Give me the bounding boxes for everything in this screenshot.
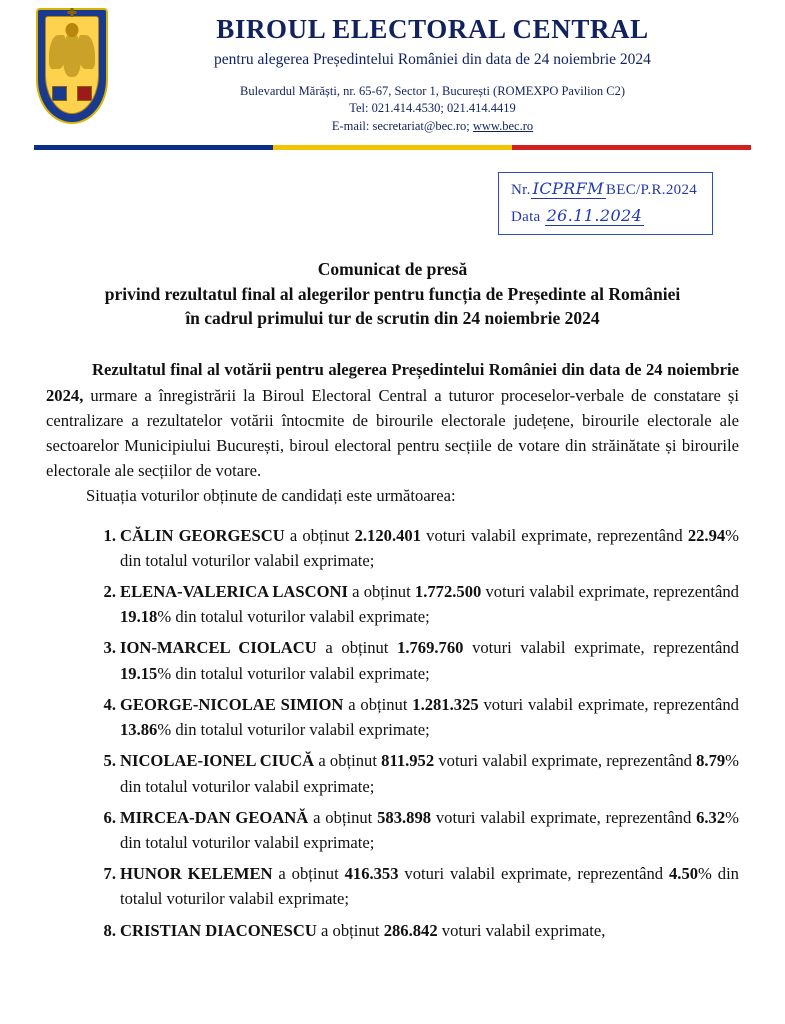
list-item: [92, 692, 739, 742]
organization-address: [110, 83, 755, 135]
candidate-name: NICOLAE-IONEL CIUCĂ: [120, 751, 315, 771]
obtained-text: a obținut: [316, 920, 384, 940]
website-link[interactable]: www.bec.ro: [472, 118, 534, 133]
registration-stamp: [498, 172, 713, 235]
candidate-percent: 4.50: [669, 864, 699, 884]
candidate-votes: 2.120.401: [354, 525, 421, 545]
title-line-3: în cadrul primului tur de scrutin din 24 noiembrie 2024: [185, 308, 600, 329]
candidate-name: HUNOR KELEMEN: [120, 864, 273, 884]
obtained-text: a obținut: [308, 807, 378, 827]
tricolor-red: [512, 145, 751, 150]
stamp-date-handwritten: 26.11.2024: [546, 205, 643, 225]
votes-suffix-truncated: voturi valabil exprimate,: [437, 920, 606, 940]
obtained-text: a obținut: [272, 864, 345, 884]
obtained-text: a obținut: [284, 525, 355, 545]
obtained-text: a obținut: [314, 751, 382, 771]
percent-suffix: % din totalul voturilor valabil exprimate;: [157, 663, 430, 683]
obtained-text: a obținut: [343, 694, 413, 714]
candidate-percent: 13.86: [120, 720, 158, 740]
organization-title: BIROUL ELECTORAL CENTRAL: [216, 14, 649, 44]
email-text: E-mail: secretariat@bec.ro;: [331, 118, 473, 133]
phone-line: Tel: 021.414.4530; 021.414.4419: [349, 101, 516, 116]
candidate-percent: 22.94: [687, 525, 726, 545]
percent-suffix: % din totalul voturilor valabil exprimate;: [157, 607, 430, 627]
percent-suffix: % din totalul voturilor valabil exprimate;: [120, 751, 739, 796]
intro-paragraph: [46, 357, 739, 483]
email-line: [110, 118, 755, 135]
address-line: Bulevardul Mărăști, nr. 65-67, Sector 1, București (ROMEXPO Pavilion C2): [239, 84, 626, 98]
romanian-coat-of-arms-icon: [36, 8, 108, 124]
candidate-votes: 416.353: [344, 864, 399, 884]
percent-suffix: % din totalul voturilor valabil exprimate;: [120, 525, 739, 570]
candidate-percent: 19.15: [120, 663, 158, 683]
candidate-percent: 6.32: [696, 807, 726, 827]
list-item: [92, 805, 739, 855]
candidate-name: CRISTIAN DIACONESCU: [120, 920, 317, 940]
list-item: [92, 635, 739, 685]
candidate-rank: 5.: [103, 751, 116, 771]
votes-suffix: voturi valabil exprimate, reprezentând: [431, 807, 697, 827]
stamp-nr-handwritten: ICPRFM: [532, 178, 604, 198]
tricolor-yellow: [273, 145, 512, 150]
tricolor-blue: [34, 145, 273, 150]
votes-suffix: voturi valabil exprimate, reprezentând: [434, 751, 697, 771]
stamp-nr-suffix: BEC/P.R.2024: [605, 181, 698, 198]
obtained-text: a obținut: [347, 582, 415, 602]
candidate-percent: 19.18: [120, 607, 158, 627]
candidate-rank: 1.: [103, 525, 116, 545]
list-item: [92, 523, 739, 573]
candidate-votes: 811.952: [381, 751, 435, 771]
votes-suffix: voturi valabil exprimate, reprezentând: [398, 864, 669, 884]
candidate-rank: 3.: [103, 638, 116, 658]
list-item: [92, 748, 739, 798]
percent-suffix: % din totalul voturilor valabil exprimate;: [157, 720, 430, 740]
stamp-date-label: Data: [511, 208, 541, 225]
stamp-nr-label: Nr.: [511, 181, 531, 198]
candidate-rank: 4.: [103, 694, 116, 714]
list-item: [92, 579, 739, 629]
candidate-votes: 286.842: [383, 920, 438, 940]
document-title: [52, 257, 733, 332]
candidate-name: ION-MARCEL CIOLACU: [120, 638, 317, 658]
title-line-2: privind rezultatul final al alegerilor pentru funcția de Președinte al României: [104, 283, 681, 304]
list-item: [92, 918, 739, 943]
situation-line: Situația voturilor obținute de candidați este următoarea:: [86, 486, 456, 506]
votes-suffix: voturi valabil exprimate, reprezentând: [463, 638, 739, 658]
stamp-number-line: [511, 179, 702, 199]
candidate-rank: 8.: [103, 920, 116, 940]
percent-suffix: % din totalul voturilor valabil exprimate;: [120, 807, 739, 852]
registration-stamp-area: [0, 172, 785, 235]
candidate-votes: 1.281.325: [412, 694, 479, 714]
obtained-text: a obținut: [316, 638, 398, 658]
candidate-name: GEORGE-NICOLAE SIMION: [120, 694, 344, 714]
crest-container: [36, 8, 110, 124]
intro-bold-lead: Rezultatul final al votării pentru alegerea Președintelui României din data de 24 noiembrie 2024,: [46, 360, 739, 405]
header-text-block: [110, 6, 755, 135]
candidate-name: MIRCEA-DAN GEOANĂ: [120, 807, 309, 827]
candidate-name: CĂLIN GEORGESCU: [120, 525, 285, 545]
candidate-votes: 583.898: [377, 807, 432, 827]
candidate-votes: 1.772.500: [414, 582, 482, 602]
document-body: [46, 357, 739, 943]
candidate-results-list: [46, 523, 739, 943]
percent-suffix: % din totalul voturilor valabil exprimate;: [120, 864, 739, 909]
candidate-votes: 1.769.760: [397, 638, 464, 658]
candidate-rank: 7.: [103, 864, 116, 884]
votes-suffix: voturi valabil exprimate, reprezentând: [481, 582, 739, 602]
tricolor-divider: [34, 145, 751, 150]
votes-suffix: voturi valabil exprimate, reprezentând: [420, 525, 688, 545]
document-header: [0, 0, 785, 135]
organization-subtitle: pentru alegerea Președintelui României din data de 24 noiembrie 2024: [214, 51, 651, 68]
candidate-percent: 8.79: [696, 751, 726, 771]
candidate-rank: 6.: [103, 807, 116, 827]
stamp-date-line: [511, 206, 702, 226]
title-line-1: Comunicat de presă: [317, 258, 468, 279]
votes-suffix: voturi valabil exprimate, reprezentând: [478, 694, 739, 714]
candidate-rank: 2.: [103, 582, 116, 602]
list-item: [92, 861, 739, 911]
intro-rest: urmare a înregistrării la Biroul Electoral Central a tuturor proceselor-verbale de constatare și centralizare a rezultatelor votării întocmite de birourile electorale județene, birourile electorale ale sectoarelor Municipiului București, biroul electoral pentru secțiile de votare din străinătate și birourile electorale ale secțiilor de votare.: [46, 385, 739, 481]
candidate-name: ELENA-VALERICA LASCONI: [120, 582, 348, 602]
